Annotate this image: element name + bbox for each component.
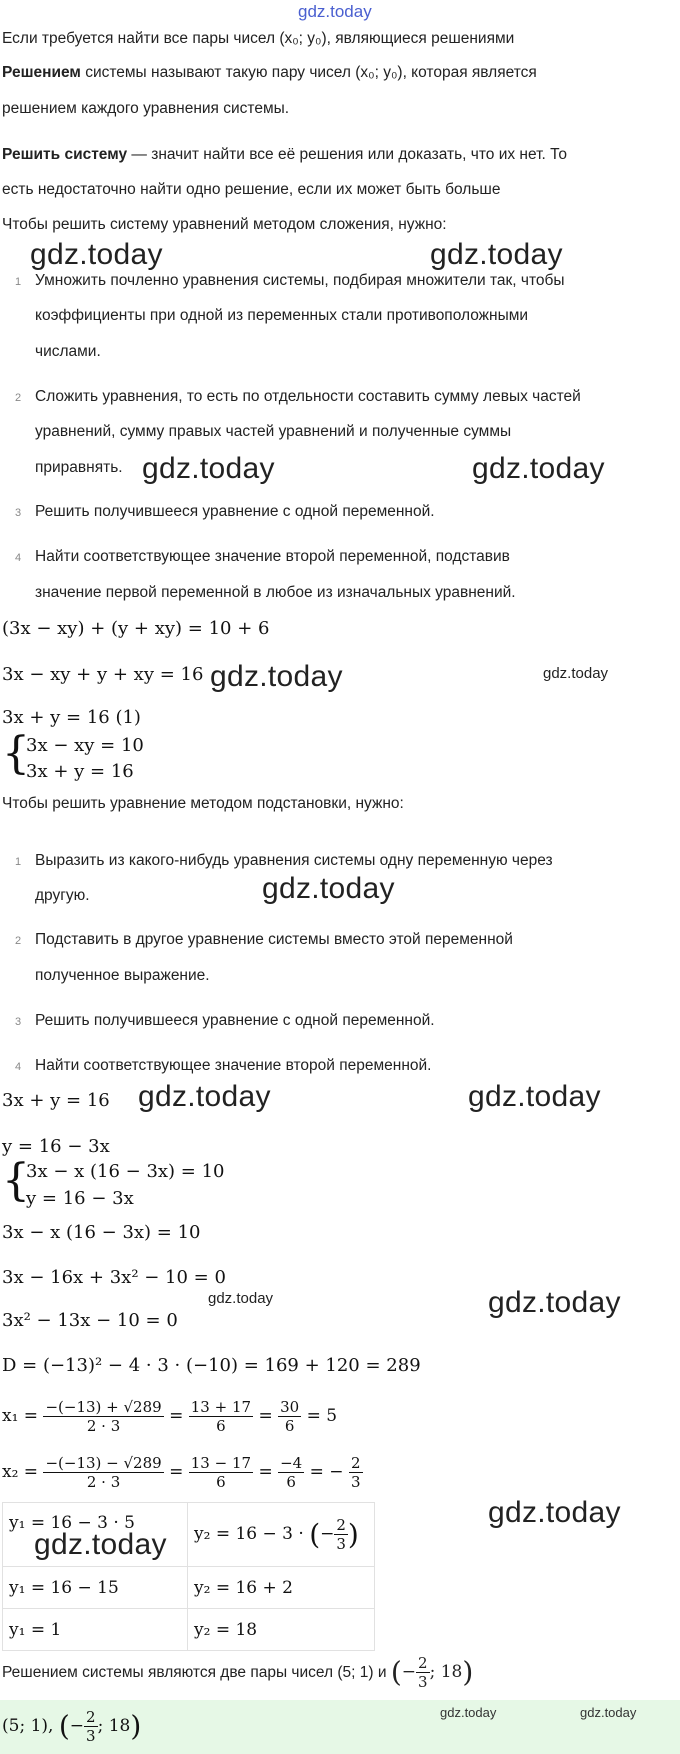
- watermark: gdz.today: [142, 452, 275, 485]
- root-x1: [2, 1396, 337, 1436]
- intro-line-2: [2, 64, 537, 82]
- fraction: [416, 1654, 430, 1691]
- equation: (3x − xy) + (y + xy) = 10 + 6: [2, 618, 270, 639]
- intro-bold-solve: Решить систему: [2, 146, 128, 163]
- conclusion-text: Решением системы являются две пары чисел (5; 1) и: [2, 1664, 387, 1681]
- equation: y = 16 − 3x: [2, 1136, 110, 1157]
- watermark: gdz.today: [440, 1705, 497, 1720]
- minus-sign: = −: [309, 1462, 344, 1482]
- system-brace: {: [2, 728, 30, 779]
- list-number: 4: [15, 1061, 22, 1073]
- numerator: 2: [86, 1708, 96, 1726]
- list-item-line: другую.: [35, 887, 90, 904]
- equation: 3x − xy + y + xy = 16: [2, 664, 204, 685]
- watermark: gdz.today: [138, 1080, 271, 1113]
- fraction: [334, 1516, 348, 1553]
- system-equation: 3x + y = 16: [26, 761, 134, 782]
- paren-close: ): [347, 1518, 359, 1551]
- fraction: [278, 1454, 304, 1491]
- equation: 3x − 16x + 3x² − 10 = 0: [2, 1267, 226, 1288]
- equation-discriminant: D = (−13)² − 4 · 3 · (−10) = 169 + 120 = 289: [2, 1355, 421, 1376]
- root-x2: [2, 1452, 363, 1496]
- equation: 3x² − 13x − 10 = 0: [2, 1310, 178, 1331]
- list-item-line: Выразить из какого-нибудь уравнения системы одну переменную через: [35, 852, 553, 869]
- equation: 3x + y = 16 (1): [2, 707, 141, 728]
- paren-open: (: [58, 1709, 70, 1743]
- addition-heading: Чтобы решить систему уравнений методом сложения, нужно:: [2, 216, 447, 233]
- watermark: gdz.today: [488, 1286, 621, 1319]
- fraction: [84, 1708, 98, 1745]
- root-x1-lhs: x₁ =: [2, 1406, 39, 1426]
- watermark: gdz.today: [30, 238, 163, 271]
- denominator: 2 · 3: [86, 1417, 121, 1435]
- denominator: 3: [350, 1473, 361, 1491]
- list-number: 4: [15, 552, 22, 564]
- system-equation: 3x − x (16 − 3x) = 10: [26, 1161, 225, 1182]
- answer-rest: ; 18: [97, 1716, 131, 1736]
- numerator: 2: [336, 1516, 346, 1534]
- watermark: gdz.today: [210, 660, 343, 693]
- intro-bold-solution: Решением: [2, 64, 81, 81]
- root-x1-result: = 5: [306, 1406, 338, 1426]
- denominator: 6: [216, 1473, 226, 1491]
- equals-sign: =: [258, 1406, 273, 1426]
- list-item-line: Решить получившееся уравнение с одной переменной.: [35, 503, 435, 520]
- intro-line-5: есть недостаточно найти одно решение, если их может быть больше: [2, 181, 501, 198]
- fraction: [349, 1454, 363, 1491]
- pair-rest: ; 18: [429, 1662, 463, 1682]
- watermark: gdz.today: [488, 1496, 621, 1529]
- list-number: 1: [15, 276, 22, 288]
- equals-sign: =: [258, 1462, 273, 1482]
- denominator: 6: [284, 1417, 295, 1435]
- conclusion-pair: [390, 1654, 474, 1691]
- list-number: 2: [15, 392, 22, 404]
- fraction: [189, 1454, 253, 1491]
- watermark: gdz.today: [472, 452, 605, 485]
- numerator: 30: [280, 1398, 300, 1416]
- substitution-heading: Чтобы решить уравнение методом подстановки, нужно:: [2, 795, 404, 812]
- watermark: gdz.today: [430, 238, 563, 271]
- numerator: −(−13) − √289: [45, 1454, 162, 1472]
- equation: 3x − x (16 − 3x) = 10: [2, 1222, 201, 1243]
- paren-open: (: [309, 1518, 321, 1551]
- table-cell: y₁ = 16 − 15: [3, 1567, 188, 1609]
- table-cell: y₁ = 16 − 3 · 5: [3, 1503, 188, 1567]
- fraction: [43, 1398, 163, 1435]
- intro-line-4-rest: — значит найти все её решения или доказать, что их нет. То: [127, 146, 567, 163]
- list-item-line: Решить получившееся уравнение с одной переменной.: [35, 1012, 435, 1029]
- watermark: gdz.today: [543, 665, 609, 682]
- equals-sign: =: [169, 1406, 184, 1426]
- list-item-line: числами.: [35, 343, 101, 360]
- list-item-line: коэффициенты при одной из переменных стали противоположными: [35, 307, 529, 324]
- numerator: 13 − 17: [190, 1454, 252, 1472]
- system-equation: 3x − xy = 10: [26, 735, 144, 756]
- table-cell: [188, 1503, 375, 1567]
- list-item-line: полученное выражение.: [35, 967, 210, 984]
- system-brace: {: [2, 1155, 30, 1206]
- list-item-line: Сложить уравнения, то есть по отдельности составить сумму левых частей: [35, 388, 581, 405]
- equation: 3x + y = 16: [2, 1090, 110, 1111]
- paren-close: ): [130, 1709, 142, 1743]
- list-item-line: уравнений, сумму правых частей уравнений и полученные суммы: [35, 423, 512, 440]
- watermark: gdz.today: [580, 1705, 637, 1720]
- list-item-line: Подставить в другое уравнение системы вместо этой переменной: [35, 931, 513, 948]
- system-equation: y = 16 − 3x: [26, 1188, 134, 1209]
- denominator: 3: [336, 1535, 346, 1553]
- watermark: gdz.today: [468, 1080, 601, 1113]
- answer: [2, 1706, 141, 1747]
- denominator: 3: [86, 1727, 96, 1745]
- y-values-table: [2, 1502, 375, 1651]
- table-cell-text: y₂ = 16 − 3 ·: [194, 1524, 304, 1544]
- table-row: [3, 1609, 375, 1651]
- intro-line-4: [2, 146, 567, 164]
- fraction: [189, 1398, 253, 1435]
- list-number: 3: [15, 507, 22, 519]
- table-cell: y₁ = 1: [3, 1609, 188, 1651]
- conclusion: [2, 1652, 473, 1693]
- denominator: 6: [286, 1473, 296, 1491]
- watermark-top: gdz.today: [298, 2, 372, 21]
- list-item-line: Найти соответствующее значение второй переменной.: [35, 1057, 432, 1074]
- numerator: 13 + 17: [190, 1398, 252, 1416]
- answer-first-pair: (5; 1),: [2, 1716, 54, 1736]
- list-number: 3: [15, 1016, 22, 1028]
- list-item-line: приравнять.: [35, 459, 123, 476]
- numerator: −4: [280, 1454, 303, 1472]
- intro-line-1: Если требуется найти все пары чисел (x₀; y₀), являющиеся решениями: [2, 30, 515, 47]
- denominator: 3: [418, 1673, 428, 1691]
- table-cell: y₂ = 16 + 2: [188, 1567, 375, 1609]
- watermark: gdz.today: [208, 1290, 274, 1307]
- minus-sign: −: [320, 1524, 335, 1544]
- intro-line-2-rest: системы называют такую пару чисел (x₀; y₀), которая является: [80, 64, 537, 81]
- intro-line-3: решением каждого уравнения системы.: [2, 100, 290, 117]
- list-item-line: Умножить почленно уравнения системы, подбирая множители так, чтобы: [35, 272, 565, 289]
- minus-sign: −: [69, 1716, 85, 1736]
- root-x2-lhs: x₂ =: [2, 1462, 39, 1482]
- table-row: [3, 1567, 375, 1609]
- fraction: [43, 1454, 163, 1491]
- list-item-line: Найти соответствующее значение второй переменной, подставив: [35, 548, 510, 565]
- numerator: 2: [350, 1454, 361, 1472]
- denominator: 6: [216, 1417, 226, 1435]
- watermark: gdz.today: [262, 872, 395, 905]
- fraction: [278, 1398, 301, 1435]
- minus-sign: −: [401, 1662, 417, 1682]
- paren-close: ): [462, 1655, 474, 1689]
- table-cell: y₂ = 18: [188, 1609, 375, 1651]
- list-number: 1: [15, 856, 22, 868]
- watermark: gdz.today: [34, 1528, 167, 1561]
- equals-sign: =: [169, 1462, 184, 1482]
- list-item-line: значение первой переменной в любое из изначальных уравнений.: [35, 584, 516, 601]
- paren-open: (: [390, 1655, 402, 1689]
- denominator: 2 · 3: [86, 1473, 121, 1491]
- list-number: 2: [15, 935, 22, 947]
- numerator: −(−13) + √289: [45, 1398, 162, 1416]
- numerator: 2: [418, 1654, 428, 1672]
